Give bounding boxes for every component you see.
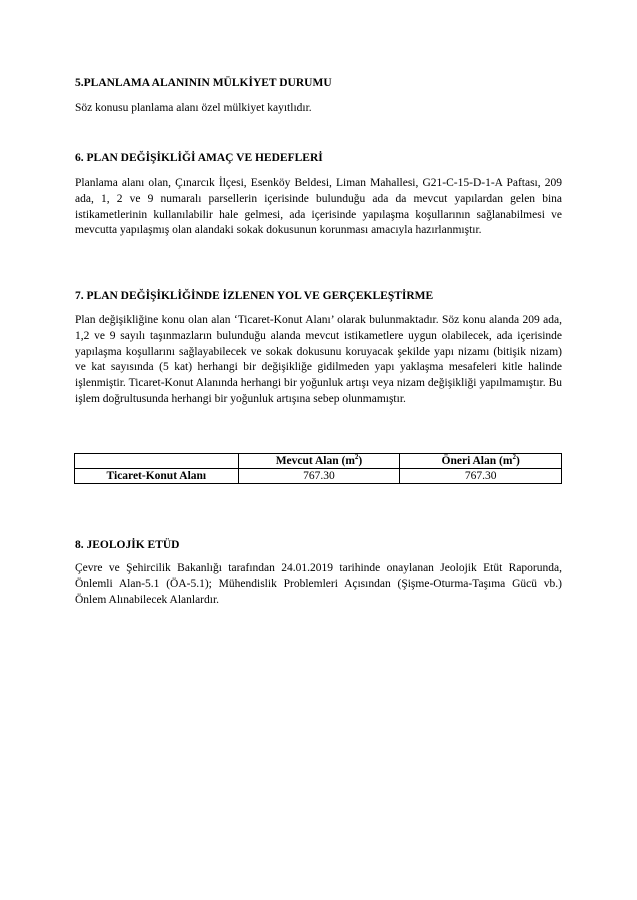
table-header-row xyxy=(75,454,562,469)
table-header-mevcut: Mevcut Alan $(m^2)$ xyxy=(238,454,400,469)
section-8-body: Çevre ve Şehircilik Bakanlığı tarafından 24.01.2019 tarihinde onaylanan Jeolojik Etüt Raporunda, Önlemli Alan-5.1 (ÖA-5.1); Mühendislik Problemleri Açısından (Şişme-Oturma-Taşıma Gücü vb.) Önlem Alınabilecek Alanlardır. xyxy=(75,562,562,606)
table-row xyxy=(75,469,562,484)
area-table xyxy=(74,453,562,484)
section-6-title: 6. PLAN DEĞİŞİKLİĞİ AMAÇ VE HEDEFLERİ xyxy=(75,152,323,164)
section-5-title: 5.PLANLAMA ALANININ MÜLKİYET DURUMU xyxy=(75,77,332,89)
section-7-body: Plan değişikliğine konu olan alan ‘Ticaret-Konut Alanı’ olarak bulunmaktadır. Söz konu alanda 209 ada, 1,2 ve 9 sayılı taşınmazların bulunduğu alanda mevcut istikametlere uygun olabilecek, ada içerisinde yapılaşma koşullarını sağlayabilecek ve sokak dokusunu koruyacak şekilde yapı nizamı (bitişik nizam) ve kat sayısında (5 kat) herhangi bir değişikliğe gidilmeden yapı yaklaşma mesafeleri kitle halinde işlenmiştir. Ticaret-Konut Alanında herhangi bir yoğunluk artışı veya nizam değişikliği yapılmamıştır. Bu işlem doğrultusunda herhangi bir yoğunluk artışına sebep olunmamıştır. xyxy=(75,314,562,405)
table-cell-oneri: 767.30 xyxy=(400,469,562,484)
section-8-title: 8. JEOLOJİK ETÜD xyxy=(75,539,180,551)
table-row-label: Ticaret-Konut Alanı xyxy=(75,469,239,484)
section-7-title: 7. PLAN DEĞİŞİKLİĞİNDE İZLENEN YOL VE GERÇEKLEŞTİRME xyxy=(75,290,434,302)
table-header-oneri: Öneri Alan $(m^2)$ xyxy=(400,454,562,469)
table-cell-mevcut: 767.30 xyxy=(238,469,400,484)
table-header-empty xyxy=(75,454,239,469)
section-6-body: Planlama alanı olan, Çınarcık İlçesi, Esenköy Beldesi, Liman Mahallesi, G21-C-15-D-1-A Paftası, 209 ada, 1, 2 ve 9 numaralı parsellerin içerisinde bulunduğu ada da mevcut yapılardan gelen bina istikametlerinin kullanılabilir hale gelmesi, ada içerisinde yapılaşma koşullarının sağlanabilmesi ve mevcutta yapılaşmış olan alandaki sokak dokusunun korunması amacıyla hazırlanmıştır. xyxy=(75,177,562,237)
section-5-body: Söz konusu planlama alanı özel mülkiyet kayıtlıdır. xyxy=(75,102,312,114)
